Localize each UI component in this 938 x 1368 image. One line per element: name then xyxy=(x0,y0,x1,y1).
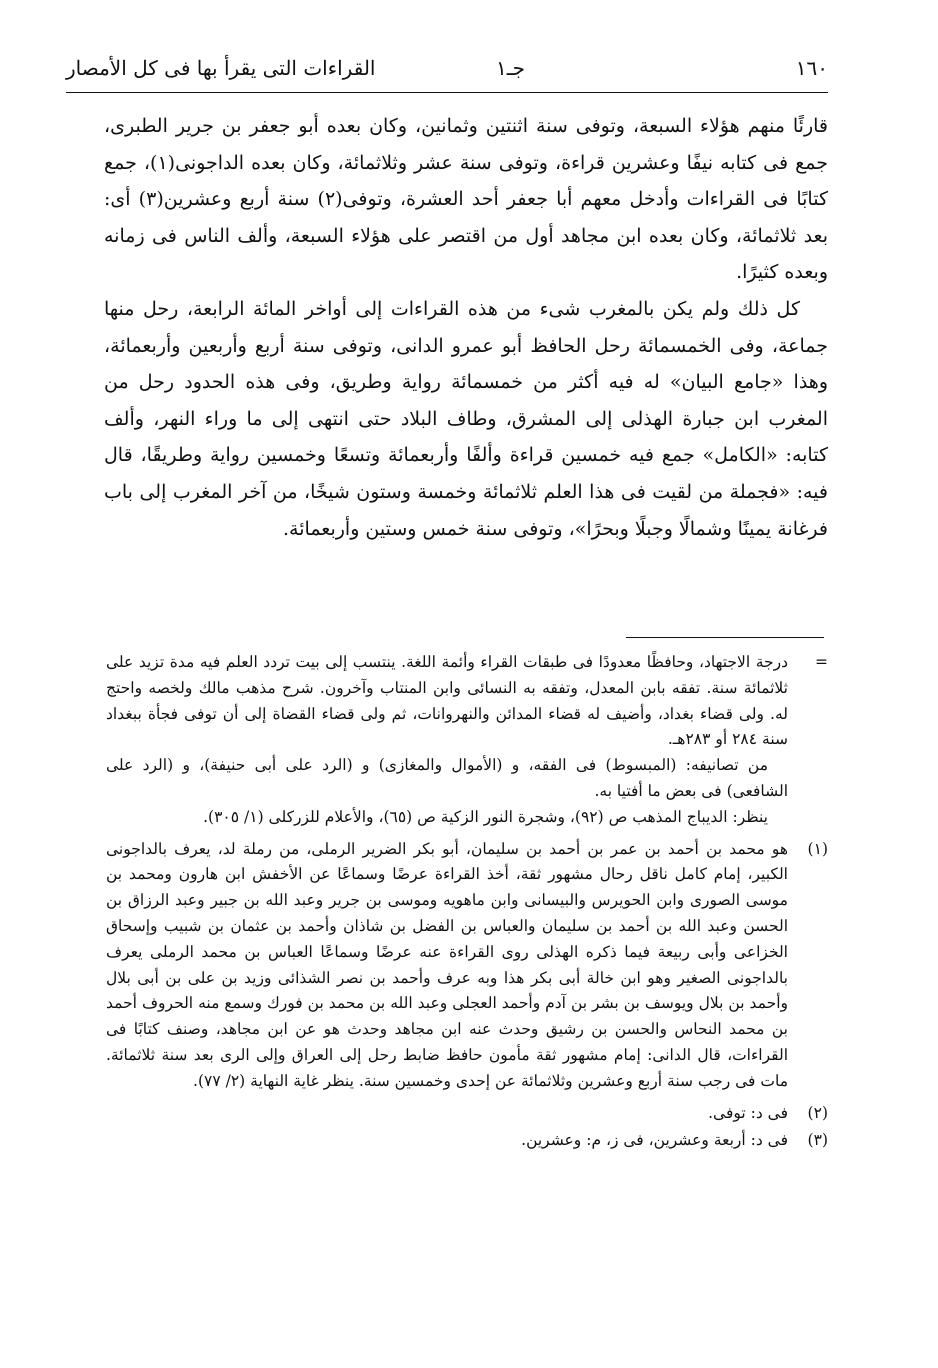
page-number: ١٦٠ xyxy=(795,56,828,80)
footnote-paragraph: من تصانيفه: (المبسوط) فى الفقه، و (الأموال والمغازى) و (الرد على أبى حنيفة)، و (الرد على الشافعى) فى بعض ما أفتيا به. xyxy=(106,756,788,800)
footnotes xyxy=(106,650,828,1156)
footnote-mark: (٢) xyxy=(807,1103,828,1122)
volume-label: جـ١ xyxy=(496,56,525,80)
continuation-mark: = xyxy=(815,653,828,671)
footnote-mark: (٣) xyxy=(807,1131,828,1150)
footnote-3 xyxy=(106,1128,828,1154)
main-paragraph: قارئًا منهم هؤلاء السبعة، وتوفى سنة اثنتين وثمانين، وكان بعده أبو جعفر بن جرير الطبرى، جمع فى كتابه نيفًا وعشرين قراءة، وتوفى سنة عشر وثلاثمائة، وكان بعده الداجونى(١)، جمع كتابًا فى القراءات وأدخل معهم أبا جعفر أحد العشرة، وتوفى(٢) سنة أربع وعشرين(٣) أى: بعد ثلاثمائة، وكان بعده ابن مجاهد أول من اقتصر على هؤلاء السبعة، وألف الناس فى زمانه وبعده كثيرًا. xyxy=(104,115,828,284)
main-text xyxy=(104,108,828,547)
page-header xyxy=(66,52,828,93)
main-paragraph: كل ذلك ولم يكن بالمغرب شىء من هذه القراءات إلى أواخر المائة الرابعة، رحل منها جماعة، وفى الخمسمائة رحل الحافظ أبو عمرو الدانى، وتوفى سنة أربع وأربعين وأربعمائة، وهذا «جامع البيان» له فيه أكثر من خمسمائة رواية وطريق، وفى هذه الحدود رحل من المغرب ابن جبارة الهذلى إلى المشرق، وطاف البلاد حتى انتهى إلى ما وراء النهر، وألف كتابه: «الكامل» جمع فيه خمسين قراءة وألفًا وأربعمائة وتسعًا وخمسين رواية وطريقًا، قال فيه: «فجملة من لقيت فى هذا العلم ثلاثمائة وخمسة وستون شيخًا، من آخر المغرب إلى باب فرغانة يمينًا وشمالًا وجبلًا وبحرًا»، وتوفى سنة خمس وستين وأربعمائة. xyxy=(104,297,828,540)
footnote-continuation xyxy=(106,650,828,831)
footnote-paragraph: درجة الاجتهاد، وحافظًا معدودًا فى طبقات القراء وأئمة اللغة. ينتسب إلى بيت تردد العلم فيه مدة تزيد على ثلاثمائة سنة. تفقه بابن المعدل، وتفقه به النسائى وابن المنتاب وآخرون. شرح مذهب مالك ولخصه واحتج له. ولى قضاء بغداد، وأضيف له قضاء المدائن والنهروانات، ثم ولى قضاء القضاة إلى أن توفى فجأة ببغداد سنة ٢٨٤ أو ٢٨٣هـ. xyxy=(106,653,788,749)
footnote-separator xyxy=(626,637,824,638)
footnote-text: فى د: توفى. xyxy=(708,1103,788,1122)
footnote-paragraph: ينظر: الديباج المذهب ص (٩٢)، وشجرة النور الزكية ص (٦٥)، والأعلام للزركلى (١/ ٣٠٥). xyxy=(203,807,768,826)
footnote-mark: (١) xyxy=(807,839,828,858)
footnote-1 xyxy=(106,837,828,1095)
running-title: القراءات التى يقرأ بها فى كل الأمصار xyxy=(66,56,376,80)
footnote-text: هو محمد بن أحمد بن عمر بن أحمد بن سليمان، أبو بكر الضرير الرملى، من رملة لد، يعرف بالداجونى الكبير، إمام كامل ناقل رحال مشهور ثقة، أخذ القراءة عرضًا وسماعًا عن الأخفش ابن هارون ومحمد بن موسى الصورى وابن الحويرس والبيسانى وابن ماهويه وموسى بن جرير وعبد الله بن جبير وعبد الرزاق بن الحسن وعبد الله بن أحمد بن سليمان والعباس بن الفضل بن شاذان وأحمد بن عثمان بن شبيب وإسحاق الخزاعى وأبى ربيعة فيما ذكره الهذلى روى القراءة عنه عرضًا وسماعًا العباس بن محمد الرملى يعرف بالداجونى الصغير وهو ابن خالة أبى بكر هذا وبه عرف وأحمد بن نصر الشذائى وزيد بن على بن أبى بلال وأحمد بن بلال ويوسف بن بشر بن آدم وأحمد العجلى وعبد الله بن محمد بن فورك وسمع منه الحروف أحمد بن محمد النحاس والحسن بن رشيق وحدث عنه ابن مجاهد وحدث هو عن ابن مجاهد، وصنف كتابًا فى القراءات، قال الدانى: إمام مشهور ثقة مأمون حافظ ضابط رحل إلى العراق وإلى الرى بعد سنة ثلاثمائة. مات فى رجب سنة أربع وعشرين وثلاثمائة عن إحدى وخمسين سنة. ينظر غاية النهاية (٢/ ٧٧). xyxy=(106,839,788,1090)
footnote-text: فى د: أربعة وعشرين، فى ز، م: وعشرين. xyxy=(521,1131,788,1150)
footnote-2 xyxy=(106,1101,828,1127)
